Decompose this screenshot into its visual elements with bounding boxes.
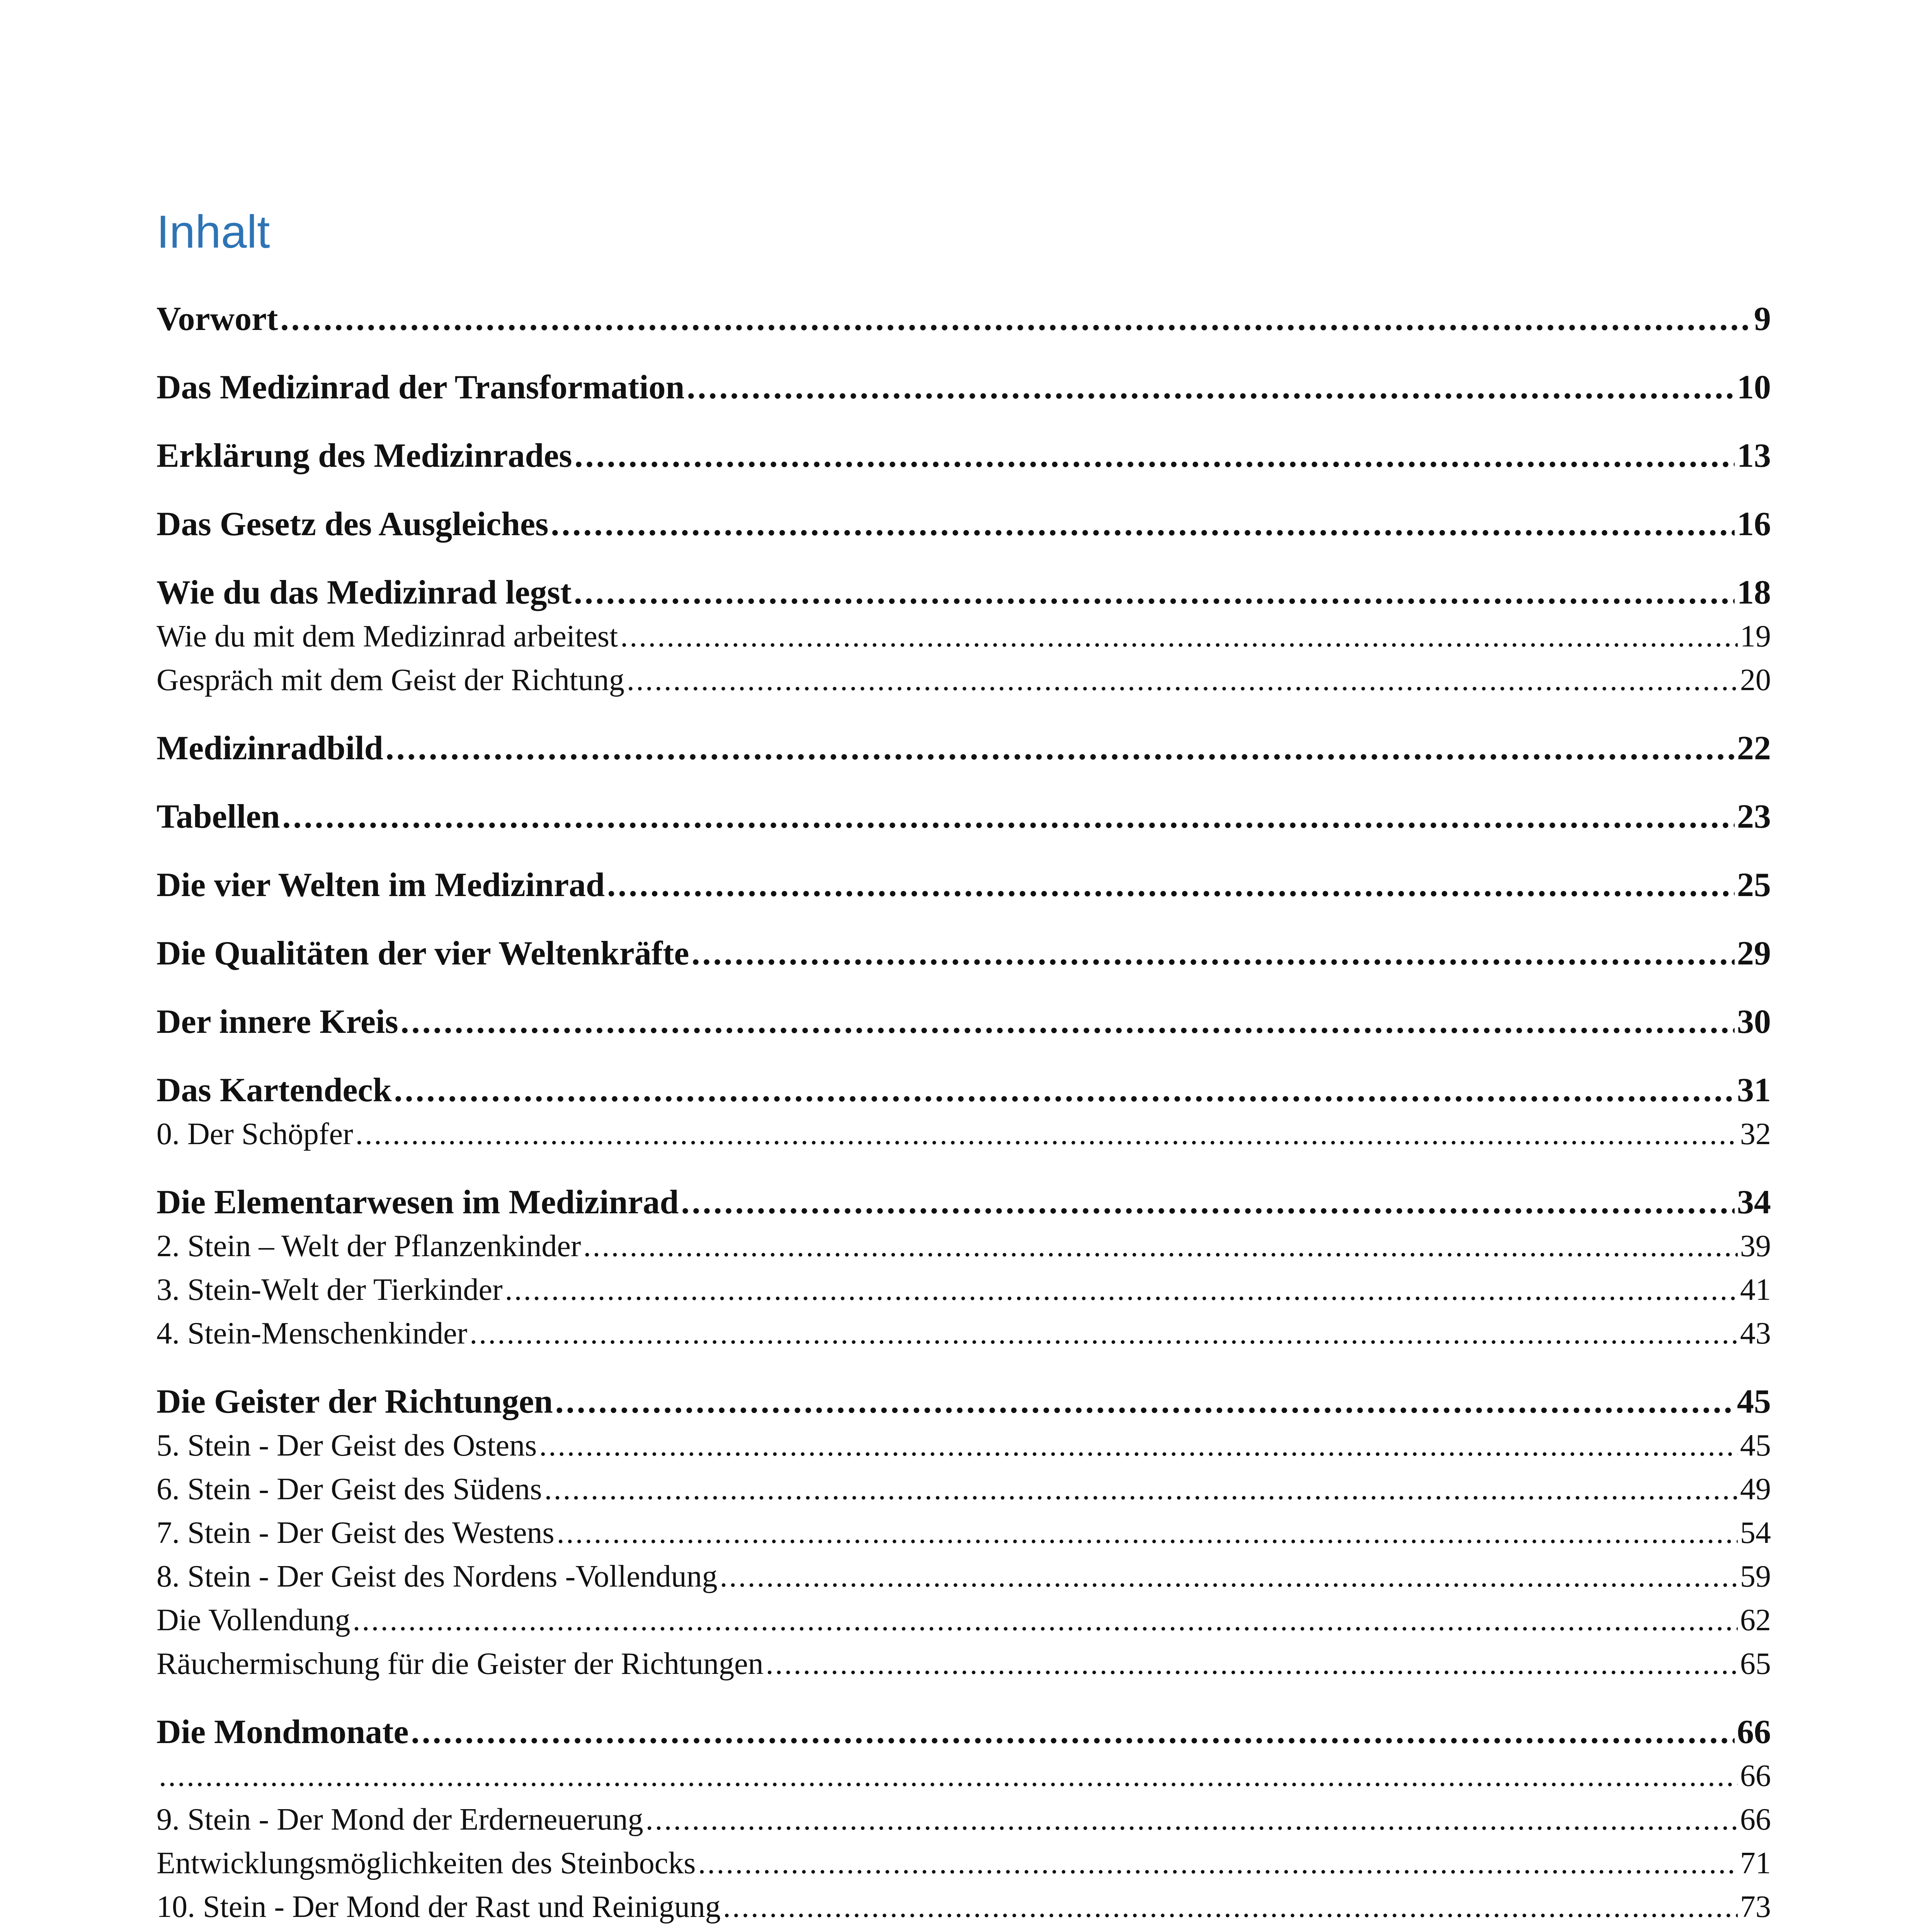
toc-subentry[interactable] [156, 1428, 1771, 1467]
toc-entry-title: Die Mondmonate [156, 1713, 409, 1751]
toc-entry-title: Vorwort [156, 300, 278, 338]
toc-subentry[interactable] [156, 1559, 1771, 1598]
toc-entry-page: 43 [1740, 1316, 1771, 1350]
toc-dot-leader [282, 797, 1735, 836]
toc-entry-title: Medizinradbild [156, 730, 383, 767]
toc-entry-title: 9. Stein - Der Mond der Erderneuerung [156, 1803, 643, 1837]
toc-heading-entry[interactable] [156, 368, 1771, 410]
toc-heading-entry[interactable] [156, 1382, 1771, 1425]
toc-entry-page: 13 [1737, 437, 1771, 474]
toc-entry-page: 25 [1737, 866, 1771, 904]
toc-heading-entry[interactable] [156, 1071, 1771, 1113]
toc-entry-page: 54 [1740, 1516, 1771, 1550]
toc-dot-leader [723, 1889, 1738, 1925]
page-title: Inhalt [156, 206, 270, 258]
toc-subentry[interactable] [156, 1272, 1771, 1311]
toc-dot-leader [401, 1002, 1735, 1041]
toc-dot-leader [356, 1117, 1738, 1152]
toc-entry-page: 31 [1737, 1071, 1771, 1109]
toc-entry-page: 23 [1737, 798, 1771, 835]
toc-heading-entry[interactable] [156, 299, 1771, 342]
toc-dot-leader [539, 1428, 1738, 1463]
toc-subentry[interactable] [156, 1472, 1771, 1510]
toc-dot-leader [280, 299, 1752, 338]
toc-dot-leader [627, 663, 1738, 698]
toc-entry-title: Die Vollendung [156, 1603, 350, 1637]
toc-entry-page: 41 [1740, 1273, 1771, 1307]
toc-heading-entry[interactable] [156, 436, 1771, 479]
toc-dot-leader [159, 1759, 1738, 1794]
toc-entry-title: 6. Stein - Der Geist des Südens [156, 1472, 542, 1506]
toc-entry-page: 65 [1740, 1647, 1771, 1681]
toc-entry-title: 4. Stein-Menschenkinder [156, 1316, 468, 1350]
toc-heading-entry[interactable] [156, 505, 1771, 547]
toc-dot-leader [646, 1802, 1738, 1837]
toc-entry-page: 66 [1737, 1713, 1771, 1751]
toc-entry-page: 20 [1740, 663, 1771, 697]
toc-dot-leader [555, 1382, 1735, 1421]
toc-dot-leader [720, 1559, 1738, 1594]
toc-entry-title: 0. Der Schöpfer [156, 1117, 353, 1151]
toc-entry-page: 49 [1740, 1472, 1771, 1506]
toc-entry-page: 16 [1737, 505, 1771, 543]
toc-entry-title: Die vier Welten im Medizinrad [156, 866, 605, 904]
toc-entry-page: 45 [1740, 1429, 1771, 1463]
toc-entry-page: 32 [1740, 1117, 1771, 1151]
toc-dot-leader [386, 729, 1735, 768]
toc-entry-title: 8. Stein - Der Geist des Nordens -Vollendung [156, 1560, 718, 1594]
toc-entry-title: Gespräch mit dem Geist der Richtung [156, 663, 624, 697]
toc-entry-page: 10 [1737, 369, 1771, 406]
toc-entry-title: 5. Stein - Der Geist des Ostens [156, 1429, 537, 1463]
toc-entry-page: 45 [1737, 1383, 1771, 1420]
toc-entry-page: 66 [1740, 1759, 1771, 1793]
toc-entry-page: 18 [1737, 574, 1771, 611]
toc-dot-leader [557, 1515, 1738, 1551]
toc-heading-entry[interactable] [156, 729, 1771, 771]
toc-entry-page: 9 [1754, 300, 1771, 338]
toc-subentry[interactable] [156, 1646, 1771, 1685]
toc-entry-page: 62 [1740, 1603, 1771, 1637]
toc-dot-leader [551, 505, 1735, 544]
toc-subentry[interactable] [156, 1316, 1771, 1355]
toc-entry-title: Entwicklungsmöglichkeiten des Steinbocks [156, 1846, 696, 1880]
toc-dot-leader [583, 1229, 1738, 1264]
toc-entry-title: Das Kartendeck [156, 1071, 392, 1109]
toc-dot-leader [352, 1603, 1738, 1638]
toc-heading-entry[interactable] [156, 1002, 1771, 1045]
toc-entry-title: Die Geister der Richtungen [156, 1383, 553, 1420]
toc-dot-leader [575, 436, 1735, 475]
toc-subentry[interactable] [156, 1603, 1771, 1641]
toc-dot-leader [766, 1646, 1738, 1682]
toc-entry-page: 39 [1740, 1229, 1771, 1263]
toc-dot-leader [469, 1316, 1738, 1351]
toc-dot-leader [505, 1272, 1738, 1308]
toc-subentry[interactable] [156, 1846, 1771, 1884]
toc-dot-leader [698, 1846, 1738, 1881]
toc-subentry[interactable] [156, 1759, 1771, 1797]
toc-dot-leader [411, 1713, 1735, 1752]
toc-entry-title: 3. Stein-Welt der Tierkinder [156, 1273, 503, 1307]
toc-heading-entry[interactable] [156, 866, 1771, 908]
toc-entry-title: Die Qualitäten der vier Weltenkräfte [156, 935, 689, 972]
toc-subentry[interactable] [156, 663, 1771, 701]
toc-entry-page: 22 [1737, 730, 1771, 767]
toc-subentry[interactable] [156, 1117, 1771, 1155]
toc-entry-page: 34 [1737, 1184, 1771, 1221]
toc-entry-title: Erklärung des Medizinrades [156, 437, 572, 474]
toc-dot-leader [544, 1472, 1738, 1507]
toc-dot-leader [574, 573, 1735, 612]
toc-entry-page: 29 [1737, 935, 1771, 972]
toc-subentry[interactable] [156, 1889, 1771, 1928]
toc-entry-title: Das Medizinrad der Transformation [156, 369, 685, 406]
toc-heading-entry[interactable] [156, 573, 1771, 616]
toc-dot-leader [394, 1071, 1735, 1110]
toc-dot-leader [687, 368, 1735, 407]
toc-entry-title: Räuchermischung für die Geister der Richtungen [156, 1647, 764, 1681]
toc-subentry[interactable] [156, 1229, 1771, 1267]
toc-entry-title: Der innere Kreis [156, 1003, 398, 1041]
toc-entry-title: 10. Stein - Der Mond der Rast und Reinigung [156, 1890, 721, 1924]
toc-entry-page: 59 [1740, 1560, 1771, 1594]
toc-entry-title: Wie du mit dem Medizinrad arbeitest [156, 619, 618, 653]
toc-heading-entry[interactable] [156, 797, 1771, 840]
toc-entry-page: 30 [1737, 1003, 1771, 1041]
toc-entry-page: 19 [1740, 619, 1771, 653]
toc-heading-entry[interactable] [156, 1713, 1771, 1755]
toc-dot-leader [620, 619, 1738, 654]
toc-entry-title: 7. Stein - Der Geist des Westens [156, 1516, 555, 1550]
toc-entry-title: 2. Stein – Welt der Pflanzenkinder [156, 1229, 581, 1263]
toc-entry-title: Die Elementarwesen im Medizinrad [156, 1184, 679, 1221]
toc-dot-leader [607, 866, 1735, 905]
toc-heading-entry[interactable] [156, 1183, 1771, 1225]
toc-subentry[interactable] [156, 619, 1771, 658]
toc-entry-title: Das Gesetz des Ausgleiches [156, 505, 549, 543]
toc-entry-page: 71 [1740, 1846, 1771, 1880]
toc-entry-title: Tabellen [156, 798, 280, 835]
toc-entry-page: 66 [1740, 1803, 1771, 1837]
toc-subentry[interactable] [156, 1515, 1771, 1554]
toc-entry-page: 73 [1740, 1890, 1771, 1924]
toc-heading-entry[interactable] [156, 934, 1771, 976]
toc-subentry[interactable] [156, 1802, 1771, 1841]
toc-entry-title: Wie du das Medizinrad legst [156, 574, 572, 611]
toc-dot-leader [691, 934, 1735, 973]
toc-dot-leader [681, 1183, 1735, 1222]
